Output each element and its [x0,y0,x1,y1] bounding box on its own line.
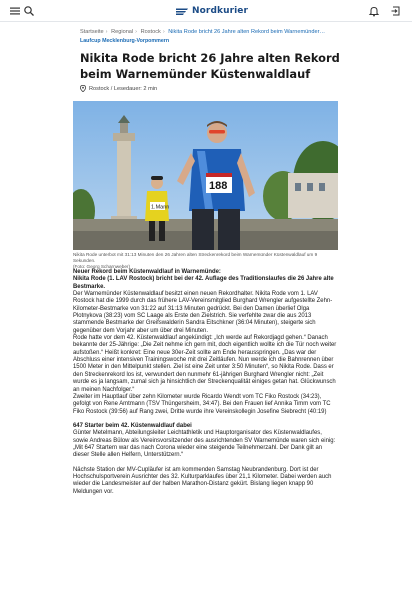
spacer [73,460,338,467]
breadcrumb-regional[interactable]: Regional [111,29,134,35]
menu-icon[interactable] [9,5,21,17]
paragraph: Der Warnemünder Küstenwaldlauf besitzt einen neuen Rekordhalter. Nikita Rode vom 1. LAV Rostock hat die 1999 durch das frühere LAV-Vereinsmitglied Burghard Wrengler aufgestellte Zehn-Kilometer-Bestmarke von 31:22 auf 31:13 Minuten gedrückt. Bei den Damen überlief Olga Plotnykova (38:23) vom SC Laage als Erste den Zielstrich. Sie verfehlte zwar die aus 2013 stammende Bestmarke der Greifswalderin Sandra Eitschkner (36:04 Minuten), steigerte sich gegenüber dem Vorjahr aber um über drei Minuten. [73,291,333,334]
brand-name: Nordkurier [192,6,249,16]
runner-bib-number: 188 [209,180,228,192]
bell-icon[interactable] [368,5,380,17]
paragraph: Zweiter im Hauptlauf über zehn Kilometer wurde Ricardo Wendt vom TC Fiko Rostock (34:23), gefolgt von Rene Amtmann (TSV Thüngersheim, 34:47). Bei den Frauen lief Annika Timm vom TC Fiko Rostock (39:56) auf Rang zwei, Dritte wurde ihre Vereinskollegin Josefine Siebrecht (40:19) [73,393,331,415]
subheading: 647 Starter beim 42. Küstenwaldlauf dabei [73,422,192,429]
paragraph: Günter Metelmann, Abteilungsleiter Leichtathletik und Hauptorganisator des Küstenwaldlaufes, sowie Andreas Bülow als Vereinsvorsitzender des ausrichtenden SV Warnemünde waren sich einig: „Mit 647 Startern war das nach Corona wieder eine steigende Teilnehmerzahl. Der Dank gilt an dieser Stelle allen Helfern, Unterstützern.“ [73,430,336,459]
location-pin-icon [80,85,86,92]
breadcrumb-separator: › [135,29,138,35]
lead-heading: Neuer Rekord beim Küstenwaldlauf in Warnemünde: [73,269,221,275]
user-icon[interactable] [390,5,402,17]
spacer [73,416,338,423]
breadcrumb-current: Nikita Rode bricht 26 Jahre alten Rekord beim Warnemünder… [168,29,326,35]
topic-label[interactable]: Laufcup Mecklenburg-Vorpommern [80,38,170,44]
page-title: Nikita Rode bricht 26 Jahre alten Rekord beim Warnemünder Küstenwaldlauf [80,51,340,81]
runner-photo-illustration [73,101,338,250]
breadcrumb-home[interactable]: Startseite [80,29,104,35]
breadcrumb-rostock[interactable]: Rostock [140,29,161,35]
top-bar [0,0,412,22]
paragraph: Nächste Station der MV-Cupläufer ist am kommenden Samstag Neubrandenburg. Dort ist der Hochschulsportverein Ausrichter des 32. Kulturparklaufes über 21,1 Kilometer. Dabei werden auch wieder die Landesmeister auf der halben Marathon-Distanz gekürt. Bislang liegen knapp 90 Meldungen vor. [73,466,332,495]
breadcrumb-separator: › [162,29,165,35]
brand-logo[interactable] [176,5,248,17]
photo-caption [73,252,338,270]
breadcrumb-separator: › [105,29,108,35]
article-body [73,269,338,496]
article-photo[interactable] [73,101,338,250]
lead-text: Nikita Rode (1. LAV Rostock) bricht bei der 42. Auflage des Traditionslaufes die 26 Jahre alte Bestmarke. [73,276,334,290]
caption-text: Nikita Rode unterbot mit 31:13 Minuten den 26 Jahren alten Streckenrekord beim Warnemünder Küstenwaldlauf um 9 Sekunden. [73,252,318,263]
article-meta [80,85,157,92]
search-icon[interactable] [23,5,35,17]
location-reading-time: Rostock / Lesedauer: 2 min [89,85,158,92]
paragraph: Rode hatte vor dem 42. Küstenwaldlauf angekündigt: „Ich werde auf Rekordjagd gehen.“ Danach bekannte der 25-Jährige: „Die Zeit nehme ich gern mit, doch eigentlich wollte ich die Tür noch weiter aufstoßen.“ Heißt konkret: Eine neue 30er-Zeit sollte am Ende herausspringen. „Das war der Abschluss einer intensiven Trainingswoche mit drei Zeitläufen. Nun werde ich die Bahnrennen über 1500 Meter in den Mittelpunkt stellen. Ziel ist eine Zeit unter 3:50 Minuten“, so Nikita Rode. Dass er den Streckenrekord los ist, verwundert den nunmehr 61-jährigen Burghard Wrengler nicht: „Zeit wurde es ja langsam, zumal sich ja hinsichtlich der Streckenqualität einiges getan hat. Glückwunsch an meinen Nachfolger.“ [73,335,337,393]
breadcrumb [80,29,340,35]
bg-runner-bib: 1.Mann [151,204,170,211]
logo-mark-icon [176,7,188,16]
photo-credit: (Foto: Georg Scharnweber) [73,264,131,269]
